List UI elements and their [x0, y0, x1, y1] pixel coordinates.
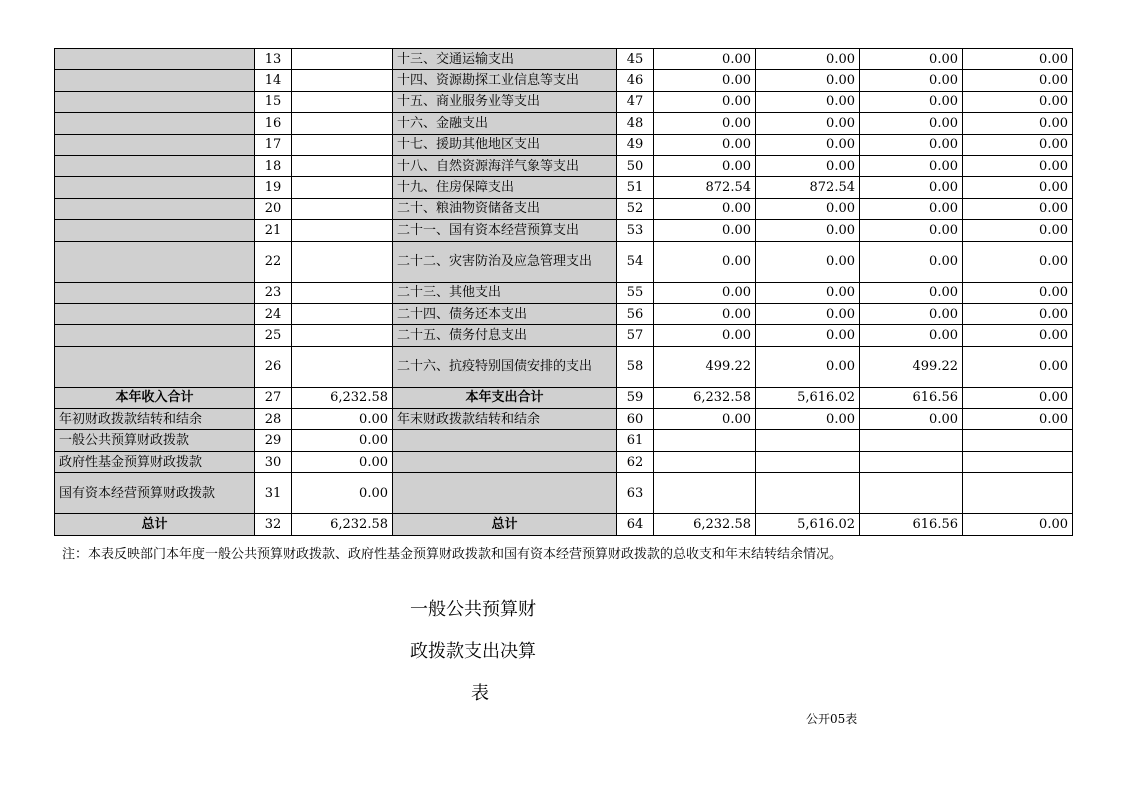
- row-number: 17: [255, 134, 292, 155]
- row-number: 60: [617, 409, 654, 430]
- amount-cell: 0.00: [860, 49, 963, 70]
- amount-cell: 0.00: [654, 409, 756, 430]
- empty-cell: [393, 430, 617, 451]
- amount-cell: 0.00: [963, 91, 1073, 112]
- amount-cell: 0.00: [963, 514, 1073, 535]
- amount-cell: [292, 134, 393, 155]
- table-row: [55, 220, 1073, 241]
- amount-cell: 0.00: [756, 409, 860, 430]
- amount-cell: 499.22: [860, 346, 963, 387]
- income-total-amount: 6,232.58: [292, 387, 393, 408]
- row-number: 24: [255, 303, 292, 324]
- row-number: 46: [617, 70, 654, 91]
- amount-cell: 0.00: [860, 303, 963, 324]
- expense-label: 二十四、债务还本支出: [393, 303, 617, 324]
- row-number: 19: [255, 177, 292, 198]
- sub-row: [55, 473, 1073, 514]
- sub-label: 国有资本经营预算财政拨款: [55, 473, 255, 514]
- amount-cell: [292, 198, 393, 219]
- amount-cell: 0.00: [963, 325, 1073, 346]
- amount-cell: 0.00: [963, 198, 1073, 219]
- row-number: 48: [617, 113, 654, 134]
- amount-cell: [292, 303, 393, 324]
- expense-label: 二十五、债务付息支出: [393, 325, 617, 346]
- expense-label: 二十一、国有资本经营预算支出: [393, 220, 617, 241]
- amount-cell: 0.00: [756, 241, 860, 282]
- amount-cell: 616.56: [860, 514, 963, 535]
- table-row: [55, 49, 1073, 70]
- amount-cell: 0.00: [756, 134, 860, 155]
- amount-cell: [292, 220, 393, 241]
- row-number: 27: [255, 387, 292, 408]
- table-row: [55, 113, 1073, 134]
- amount-cell: [292, 70, 393, 91]
- amount-cell: 0.00: [292, 473, 393, 514]
- amount-cell: 0.00: [963, 134, 1073, 155]
- amount-cell: 0.00: [756, 346, 860, 387]
- row-number: 26: [255, 346, 292, 387]
- row-number: 23: [255, 282, 292, 303]
- amount-cell: [292, 113, 393, 134]
- amount-cell: 0.00: [860, 113, 963, 134]
- table-row: [55, 198, 1073, 219]
- table-row: [55, 134, 1073, 155]
- amount-cell: 616.56: [860, 387, 963, 408]
- amount-cell: 0.00: [756, 282, 860, 303]
- table-row: [55, 155, 1073, 176]
- amount-cell: 0.00: [292, 430, 393, 451]
- expense-label: 二十二、灾害防治及应急管理支出: [393, 241, 617, 282]
- row-number: 25: [255, 325, 292, 346]
- amount-cell: 0.00: [756, 220, 860, 241]
- income-label-cell: [55, 241, 255, 282]
- amount-cell: 0.00: [860, 325, 963, 346]
- expense-label: 十七、援助其他地区支出: [393, 134, 617, 155]
- amount-cell: 0.00: [860, 91, 963, 112]
- amount-cell: 0.00: [860, 155, 963, 176]
- expense-label: 十六、金融支出: [393, 113, 617, 134]
- amount-cell: 0.00: [756, 113, 860, 134]
- table-footnote: 注：本表反映部门本年度一般公共预算财政拨款、政府性基金预算财政拨款和国有资本经营预算财政拨款的总收支和年末结转结余情况。: [62, 547, 843, 562]
- amount-cell: 0.00: [756, 70, 860, 91]
- amount-cell: 0.00: [963, 49, 1073, 70]
- amount-cell: 0.00: [860, 134, 963, 155]
- amount-cell: 0.00: [654, 155, 756, 176]
- amount-cell: 0.00: [654, 282, 756, 303]
- amount-cell: 0.00: [654, 325, 756, 346]
- empty-cell: [393, 473, 617, 514]
- amount-cell: 0.00: [654, 241, 756, 282]
- expense-label: 十三、交通运输支出: [393, 49, 617, 70]
- amount-cell: 6,232.58: [654, 514, 756, 535]
- table-row: [55, 241, 1073, 282]
- amount-cell: 872.54: [756, 177, 860, 198]
- row-number: 57: [617, 325, 654, 346]
- income-label-cell: [55, 220, 255, 241]
- amount-cell: 499.22: [654, 346, 756, 387]
- amount-cell: 0.00: [654, 113, 756, 134]
- amount-cell: 0.00: [860, 409, 963, 430]
- amount-cell: 0.00: [654, 70, 756, 91]
- empty-cell: [393, 451, 617, 472]
- next-table-title-line-2: 政拨款支出决算: [410, 641, 536, 662]
- amount-cell: 0.00: [963, 113, 1073, 134]
- row-number: 59: [617, 387, 654, 408]
- amount-cell: 6,232.58: [654, 387, 756, 408]
- table-row: [55, 70, 1073, 91]
- amount-cell: 0.00: [860, 241, 963, 282]
- table-code: 公开05表: [806, 712, 858, 726]
- amount-cell: 5,616.02: [756, 387, 860, 408]
- amount-cell: 0.00: [756, 155, 860, 176]
- income-label-cell: [55, 134, 255, 155]
- expense-label: 二十三、其他支出: [393, 282, 617, 303]
- expense-label: 十五、商业服务业等支出: [393, 91, 617, 112]
- amount-cell: 0.00: [963, 241, 1073, 282]
- amount-cell: 0.00: [654, 303, 756, 324]
- row-number: 55: [617, 282, 654, 303]
- grand-income-label: 总计: [55, 514, 255, 535]
- income-label-cell: [55, 49, 255, 70]
- amount-cell: 0.00: [860, 198, 963, 219]
- row-number: 62: [617, 451, 654, 472]
- amount-cell: 0.00: [963, 409, 1073, 430]
- amount-cell: 0.00: [963, 70, 1073, 91]
- row-number: 18: [255, 155, 292, 176]
- table-row: [55, 282, 1073, 303]
- income-total-label: 本年收入合计: [55, 387, 255, 408]
- amount-cell: 0.00: [654, 220, 756, 241]
- expense-label: 十四、资源勘探工业信息等支出: [393, 70, 617, 91]
- grand-total-row: [55, 514, 1073, 535]
- grand-expense-label: 总计: [393, 514, 617, 535]
- row-number: 13: [255, 49, 292, 70]
- amount-cell: [292, 325, 393, 346]
- income-label-cell: [55, 303, 255, 324]
- amount-cell: 0.00: [756, 49, 860, 70]
- amount-cell: [292, 241, 393, 282]
- amount-cell: [292, 91, 393, 112]
- sub-row: [55, 430, 1073, 451]
- amount-cell: 0.00: [963, 387, 1073, 408]
- income-label-cell: [55, 346, 255, 387]
- sub-label: 一般公共预算财政拨款: [55, 430, 255, 451]
- row-number: 16: [255, 113, 292, 134]
- income-label-cell: [55, 113, 255, 134]
- amount-cell: 0.00: [756, 198, 860, 219]
- amount-cell: 0.00: [860, 177, 963, 198]
- amount-cell: 0.00: [860, 220, 963, 241]
- amount-cell: 0.00: [654, 91, 756, 112]
- row-number: 58: [617, 346, 654, 387]
- amount-cell: 0.00: [756, 325, 860, 346]
- next-table-title-line-3: 表: [471, 683, 489, 704]
- amount-cell: 0.00: [292, 409, 393, 430]
- row-number: 15: [255, 91, 292, 112]
- table-row: [55, 303, 1073, 324]
- amount-cell: 0.00: [963, 346, 1073, 387]
- amount-cell: 0.00: [860, 282, 963, 303]
- expense-label: 十九、住房保障支出: [393, 177, 617, 198]
- carry-over-row: [55, 409, 1073, 430]
- amount-cell: 0.00: [963, 282, 1073, 303]
- amount-cell: 0.00: [963, 220, 1073, 241]
- row-number: 22: [255, 241, 292, 282]
- amount-cell: 0.00: [860, 70, 963, 91]
- amount-cell: [292, 177, 393, 198]
- income-label-cell: [55, 282, 255, 303]
- row-number: 30: [255, 451, 292, 472]
- table-row: [55, 325, 1073, 346]
- amount-cell: 0.00: [654, 134, 756, 155]
- income-label-cell: [55, 325, 255, 346]
- amount-cell: 872.54: [654, 177, 756, 198]
- fiscal-summary-table: [54, 48, 1073, 536]
- expense-total-label: 本年支出合计: [393, 387, 617, 408]
- table-row: [55, 346, 1073, 387]
- row-number: 28: [255, 409, 292, 430]
- row-number: 29: [255, 430, 292, 451]
- row-number: 51: [617, 177, 654, 198]
- sub-row: [55, 451, 1073, 472]
- next-table-title-line-1: 一般公共预算财: [410, 599, 536, 620]
- amount-cell: 5,616.02: [756, 514, 860, 535]
- amount-cell: 0.00: [654, 198, 756, 219]
- expense-label: 十八、自然资源海洋气象等支出: [393, 155, 617, 176]
- amount-cell: 6,232.58: [292, 514, 393, 535]
- row-number: 47: [617, 91, 654, 112]
- row-number: 53: [617, 220, 654, 241]
- row-number: 21: [255, 220, 292, 241]
- amount-cell: 0.00: [963, 155, 1073, 176]
- income-label-cell: [55, 70, 255, 91]
- income-label-cell: [55, 91, 255, 112]
- expense-detail-rows: [55, 49, 1073, 388]
- expense-label: 二十六、抗疫特别国债安排的支出: [393, 346, 617, 387]
- amount-cell: [292, 49, 393, 70]
- row-number: 56: [617, 303, 654, 324]
- row-number: 52: [617, 198, 654, 219]
- row-number: 14: [255, 70, 292, 91]
- income-label-cell: [55, 198, 255, 219]
- row-number: 32: [255, 514, 292, 535]
- table-row: [55, 91, 1073, 112]
- sub-label: 政府性基金预算财政拨款: [55, 451, 255, 472]
- income-label-cell: [55, 155, 255, 176]
- amount-cell: 0.00: [756, 303, 860, 324]
- row-number: 45: [617, 49, 654, 70]
- carry-begin-label: 年初财政拨款结转和结余: [55, 409, 255, 430]
- row-number: 31: [255, 473, 292, 514]
- table-row: [55, 177, 1073, 198]
- amount-cell: 0.00: [963, 303, 1073, 324]
- row-number: 64: [617, 514, 654, 535]
- row-number: 49: [617, 134, 654, 155]
- row-number: 61: [617, 430, 654, 451]
- amount-cell: [292, 346, 393, 387]
- amount-cell: 0.00: [963, 177, 1073, 198]
- row-number: 54: [617, 241, 654, 282]
- income-label-cell: [55, 177, 255, 198]
- row-number: 63: [617, 473, 654, 514]
- income-total-row: [55, 387, 1073, 408]
- amount-cell: [292, 282, 393, 303]
- amount-cell: 0.00: [654, 49, 756, 70]
- expense-label: 二十、粮油物资储备支出: [393, 198, 617, 219]
- amount-cell: 0.00: [292, 451, 393, 472]
- amount-cell: [292, 155, 393, 176]
- carry-end-label: 年末财政拨款结转和结余: [393, 409, 617, 430]
- row-number: 50: [617, 155, 654, 176]
- row-number: 20: [255, 198, 292, 219]
- amount-cell: 0.00: [756, 91, 860, 112]
